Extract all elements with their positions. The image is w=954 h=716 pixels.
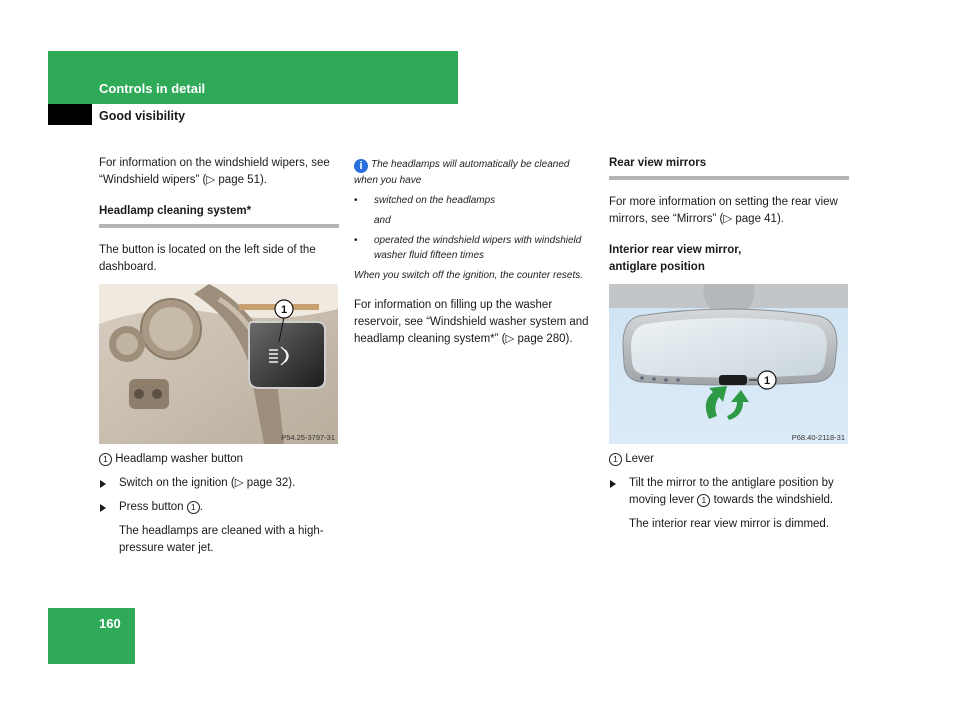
- legend-text: Headlamp washer button: [115, 453, 244, 465]
- step-ignition: Switch on the ignition (▷ page 32).: [99, 475, 339, 492]
- washer-reservoir-reference: For information on filling up the washer reservoir, see “Windshield washer system and headlamp cleaning system*” (▷ page 280).: [354, 299, 589, 345]
- subsection-title: Good visibility: [99, 109, 186, 123]
- figure-code: P54.25-3797-31: [281, 433, 335, 442]
- step-tilt-mirror: [609, 475, 849, 509]
- mirror-illustration: [609, 284, 848, 444]
- legend-number: 1: [99, 453, 112, 466]
- tilt-text: Tilt the mirror to the antiglare position by moving lever: [629, 477, 834, 506]
- legend-item: [99, 451, 339, 468]
- mirror-legend-item: [609, 451, 849, 468]
- subheading-line1: Interior rear view mirror,: [609, 244, 742, 256]
- tilt-text-end: towards the windshield.: [710, 494, 834, 506]
- note-and: and: [374, 215, 391, 226]
- mirror-figure-callout: 1: [763, 375, 771, 387]
- tilt-step-number: 1: [697, 494, 710, 507]
- wiper-reference: For information on the windshield wipers, see “Windshield wipers” (▷ page 51).: [99, 157, 330, 186]
- section-title: Controls in detail: [99, 81, 206, 96]
- note-intro: The headlamps will automatically be cleaned when you have: [354, 159, 570, 186]
- step-number: 1: [187, 501, 200, 514]
- column-headlamp-cleaning: [99, 155, 339, 557]
- mirror-figure-code: P68.40-2118-31: [791, 433, 845, 442]
- step-press-button: [99, 499, 339, 516]
- mirror-legend-text: Lever: [625, 453, 654, 465]
- dashboard-figure: [99, 284, 338, 444]
- column-rear-view-mirrors: [609, 155, 849, 533]
- result-text: The headlamps are cleaned with a high-pressure water jet.: [119, 525, 324, 554]
- note-bullet-wipers: • operated the windshield wipers with windshield washer fluid fifteen times: [354, 233, 590, 263]
- subheading-antiglare: [609, 242, 849, 276]
- figure-callout: 1: [280, 304, 288, 316]
- black-tab: [48, 104, 92, 125]
- page-number-box: [48, 608, 135, 664]
- mirror-legend-number: 1: [609, 453, 622, 466]
- heading-rear-view-mirrors: Rear view mirrors: [609, 155, 849, 180]
- step-press-end: .: [199, 501, 203, 513]
- info-note: [354, 157, 590, 283]
- button-location-text: The button is located on the left side of the dashboard.: [99, 244, 316, 273]
- mirror-figure: [609, 284, 848, 444]
- info-icon: i: [354, 159, 368, 173]
- note-counter-reset: When you switch off the ignition, the counter resets.: [354, 270, 584, 281]
- note-bullet-headlamps: • switched on the headlamps: [354, 193, 590, 208]
- subheading-line2: antiglare position: [609, 261, 705, 273]
- dashboard-illustration: [99, 284, 338, 444]
- mirror-result-text: The interior rear view mirror is dimmed.: [629, 518, 830, 530]
- heading-headlamp-cleaning: Headlamp cleaning system*: [99, 203, 339, 228]
- column-info-note: [354, 157, 590, 348]
- page-number: 160: [99, 616, 121, 631]
- mirrors-reference: For more information on setting the rear view mirrors, see “Mirrors” (▷ page 41).: [609, 196, 838, 225]
- step-press-text: Press button: [119, 501, 187, 513]
